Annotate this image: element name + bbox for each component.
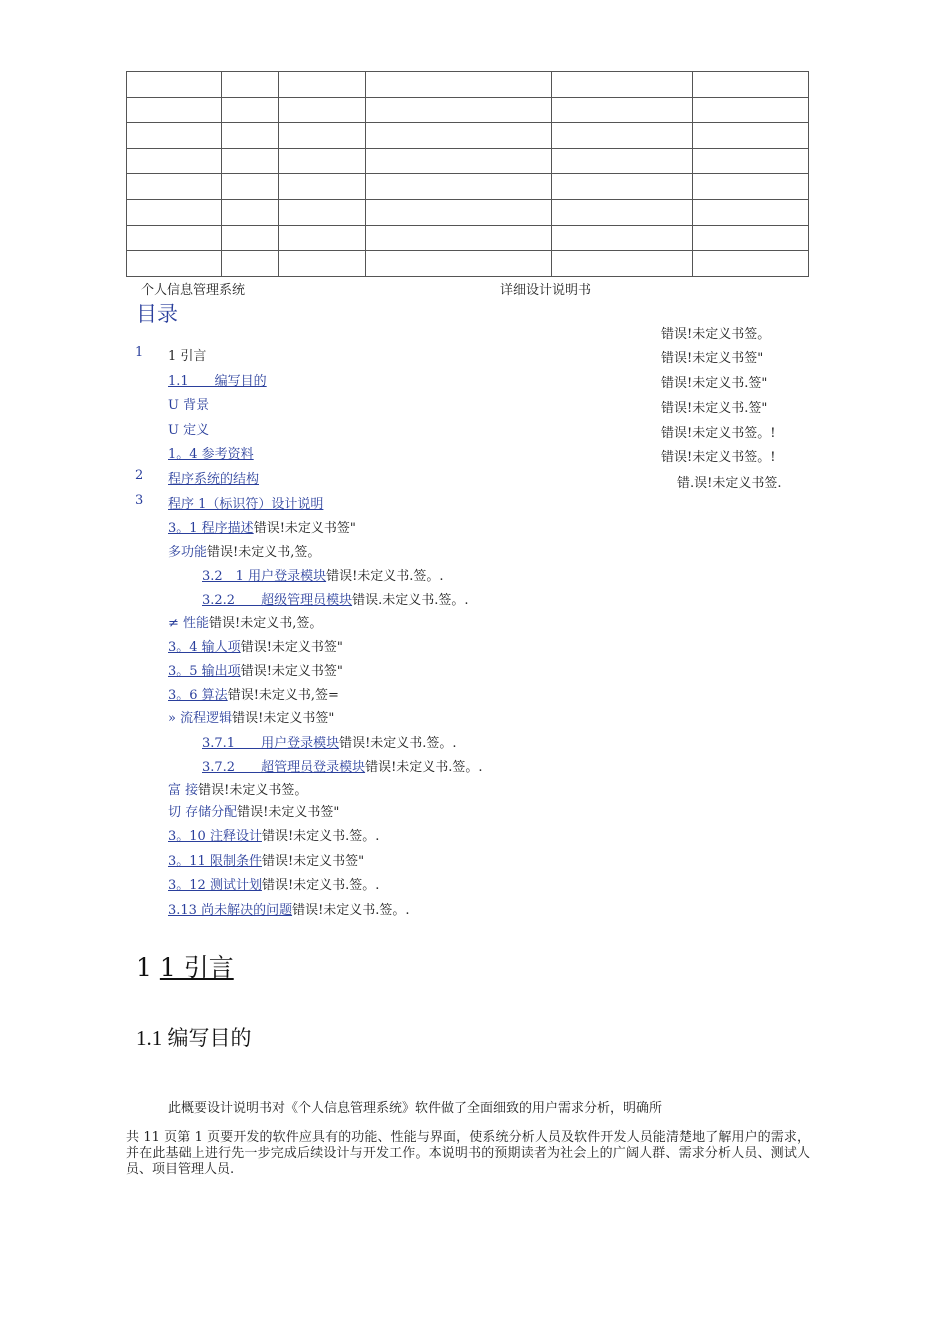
toc-entry-label: 多功能: [168, 545, 208, 560]
toc-entry-error: 错误!未定义书签": [253, 521, 356, 536]
table-cell: [366, 72, 552, 98]
toc-entry-error: 错误!未定义书.签。.: [261, 878, 380, 893]
table-cell: [279, 72, 366, 98]
table-row: [127, 72, 809, 98]
table-cell: [222, 97, 279, 123]
table-row: [127, 251, 809, 277]
table-cell: [552, 225, 693, 251]
table-cell: [552, 251, 693, 277]
section-heading-1-1: 1.1 编写目的: [136, 1026, 252, 1050]
toc-page-error: 错误!未定义书签": [661, 351, 764, 366]
toc-page-error: 错误!未定义书签。!: [661, 426, 776, 441]
toc-entry-1[interactable]: [168, 345, 206, 364]
table-cell: [127, 97, 222, 123]
toc-page-error: 错误!未定义书签。!: [661, 450, 776, 465]
table-cell: [552, 199, 693, 225]
toc-entry-3-9[interactable]: [168, 801, 339, 820]
toc-num-2: 2: [135, 468, 144, 483]
header-left: 个人信息管理系统: [141, 283, 246, 298]
table-cell: [279, 251, 366, 277]
toc-entry-error: 错误!未定义书签": [237, 805, 340, 820]
toc-entry-error: 错误!未定义书.签。.: [326, 569, 444, 584]
toc-page-error: 错误!未定义书.签": [661, 376, 768, 391]
toc-entry-3-2[interactable]: [168, 541, 320, 560]
toc-entry-link[interactable]: 3。12 测试计划: [168, 878, 262, 893]
table-cell: [222, 199, 279, 225]
toc-entry-3-7[interactable]: [168, 707, 334, 726]
toc-entry-3-3[interactable]: [168, 612, 322, 631]
toc-entry-1-2[interactable]: [168, 394, 209, 413]
table-cell: [222, 251, 279, 277]
table-cell: [279, 148, 366, 174]
table-cell: [693, 174, 809, 200]
table-cell: [279, 199, 366, 225]
table-cell: [127, 123, 222, 149]
toc-entry-label: U 背景: [168, 398, 210, 413]
table-cell: [279, 225, 366, 251]
toc-entry-3-7-2[interactable]: [202, 756, 483, 775]
toc-entry-error: 错误!未定义书.签。.: [365, 760, 483, 775]
toc-entry-link[interactable]: 程序 1（标识符）设计说明: [168, 497, 324, 512]
table-row: [127, 123, 809, 149]
toc-page-error: 错.误!未定义书签.: [677, 476, 782, 491]
toc-entry-link[interactable]: 3.7.1 用户登录模块: [202, 736, 340, 751]
toc-title: 目录: [136, 302, 178, 326]
toc-entry-error: 错误!未定义书签": [261, 854, 365, 869]
toc-entry-1-1[interactable]: [168, 370, 267, 389]
table-cell: [222, 148, 279, 174]
table-row: [127, 174, 809, 200]
table-cell: [366, 97, 552, 123]
toc-entry-link[interactable]: 3。6 算法: [168, 688, 228, 703]
table-cell: [222, 225, 279, 251]
toc-entry-error: 错误!未定义书签": [232, 711, 335, 726]
toc-entry-link[interactable]: 1.1 编写目的: [168, 374, 267, 389]
toc-entry-link[interactable]: 3.7.2 超管理员登录模块: [202, 760, 366, 775]
toc-entry-3-4[interactable]: [168, 636, 343, 655]
table-cell: [693, 72, 809, 98]
toc-entry-label: 切 存储分配: [168, 805, 238, 820]
toc-entry-link[interactable]: 3.13 尚未解决的问题: [168, 903, 293, 918]
table-row: [127, 225, 809, 251]
toc-entry-link[interactable]: 1。4 参考资料: [168, 447, 254, 462]
table-cell: [366, 148, 552, 174]
table-cell: [552, 148, 693, 174]
toc-entry-label: U 定义: [168, 423, 210, 438]
table-cell: [693, 123, 809, 149]
toc-entry-error: 错误!未定义书签": [240, 640, 343, 655]
toc-entry-label: ≠ 性能: [168, 616, 210, 631]
toc-entry-label: 1 引言: [168, 349, 207, 364]
toc-num-3: 3: [135, 493, 144, 508]
table-cell: [127, 174, 222, 200]
table-cell: [366, 225, 552, 251]
toc-entry-error: 错误!未定义书签。: [198, 783, 308, 798]
table-cell: [693, 97, 809, 123]
toc-entry-error: 错误!未定义书,签。: [209, 616, 323, 631]
table-cell: [279, 174, 366, 200]
toc-entry-3-8[interactable]: [168, 779, 307, 798]
toc-entry-3-10[interactable]: [168, 825, 379, 844]
toc-entry-error: 错误.未定义书.签。.: [352, 593, 469, 608]
table-cell: [127, 251, 222, 277]
table-cell: [222, 174, 279, 200]
toc-entry-3-2-2[interactable]: [202, 589, 468, 608]
toc-entry-link[interactable]: 3.2 1 用户登录模块: [202, 569, 327, 584]
table-row: [127, 97, 809, 123]
toc-entry-3-7-1[interactable]: [202, 732, 457, 751]
table-cell: [366, 123, 552, 149]
toc-entry-2[interactable]: [168, 468, 259, 487]
table-cell: [127, 199, 222, 225]
table-cell: [127, 72, 222, 98]
header-right: 详细设计说明书: [500, 283, 592, 298]
toc-entry-error: 错误!未定义书.签。.: [261, 829, 380, 844]
table-cell: [366, 199, 552, 225]
toc-page-error: 错误!未定义书.签": [661, 401, 768, 416]
toc-entry-error: 错误!未定义书,签=: [227, 688, 339, 703]
toc-entry-error: 错误!未定义书.签。.: [292, 903, 410, 918]
toc-entry-1-4[interactable]: [168, 443, 254, 462]
toc-entry-3-11[interactable]: [168, 850, 364, 869]
table-cell: [693, 225, 809, 251]
toc-entry-link[interactable]: 3。11 限制条件: [168, 854, 262, 869]
toc-entry-error: 错误!未定义书签": [240, 664, 343, 679]
body-first-line: 此概要设计说明书对《个人信息管理系统》软件做了全面细致的用户需求分析，明确所: [168, 1101, 663, 1116]
toc-entry-3[interactable]: [168, 493, 323, 512]
toc-entry-label: » 流程逻辑: [168, 711, 233, 726]
table-row: [127, 148, 809, 174]
toc-entry-3-12[interactable]: [168, 874, 379, 893]
toc-entry-link[interactable]: 程序系统的结构: [168, 472, 260, 487]
table-cell: [366, 251, 552, 277]
empty-info-table: [126, 71, 809, 277]
table-cell: [366, 174, 552, 200]
table-cell: [552, 72, 693, 98]
toc-entry-link[interactable]: 3。5 输出项: [168, 664, 241, 679]
table-cell: [222, 123, 279, 149]
table-cell: [552, 174, 693, 200]
toc-entry-3-6[interactable]: [168, 684, 339, 703]
table-cell: [693, 199, 809, 225]
toc-entry-3-13[interactable]: [168, 899, 410, 918]
toc-entry-error: 错误!未定义书,签。: [207, 545, 321, 560]
toc-entry-link[interactable]: 3。10 注释设计: [168, 829, 262, 844]
table-cell: [127, 225, 222, 251]
table-cell: [693, 251, 809, 277]
toc-entry-3-2-1[interactable]: [202, 565, 444, 584]
toc-num-1: 1: [135, 345, 144, 360]
toc-entry-error: 错误!未定义书.签。.: [339, 736, 457, 751]
table-cell: [552, 123, 693, 149]
toc-page-error: 错误!未定义书签。: [661, 327, 771, 342]
section-number: 1: [136, 953, 152, 982]
toc-entry-label: 富 接: [168, 783, 199, 798]
table-row: [127, 199, 809, 225]
toc-entry-link[interactable]: 3。4 输人项: [168, 640, 241, 655]
toc-entry-link[interactable]: 3.2.2 超级管理员模块: [202, 593, 353, 608]
section-heading-1: [136, 948, 234, 984]
section-title: 1 引言: [159, 953, 234, 982]
table-cell: [552, 97, 693, 123]
toc-entry-1-3[interactable]: [168, 419, 209, 438]
toc-entry-3-1[interactable]: [168, 517, 356, 536]
table-cell: [693, 148, 809, 174]
toc-entry-link[interactable]: 3。1 程序描述: [168, 521, 254, 536]
table-cell: [279, 97, 366, 123]
table-cell: [222, 72, 279, 98]
table-cell: [279, 123, 366, 149]
toc-entry-3-5[interactable]: [168, 660, 343, 679]
table-cell: [127, 148, 222, 174]
body-paragraph: 共 11 页第 1 页要开发的软件应具有的功能、性能与界面，使系统分析人员及软件开发人员能清楚地了解用户的需求，并在此基础上进行先一步完成后续设计与开发工作。本说明书的预期读者为社会上的广阔人群、需求分析人员、测试人员、项目管理人员.: [126, 1130, 810, 1177]
